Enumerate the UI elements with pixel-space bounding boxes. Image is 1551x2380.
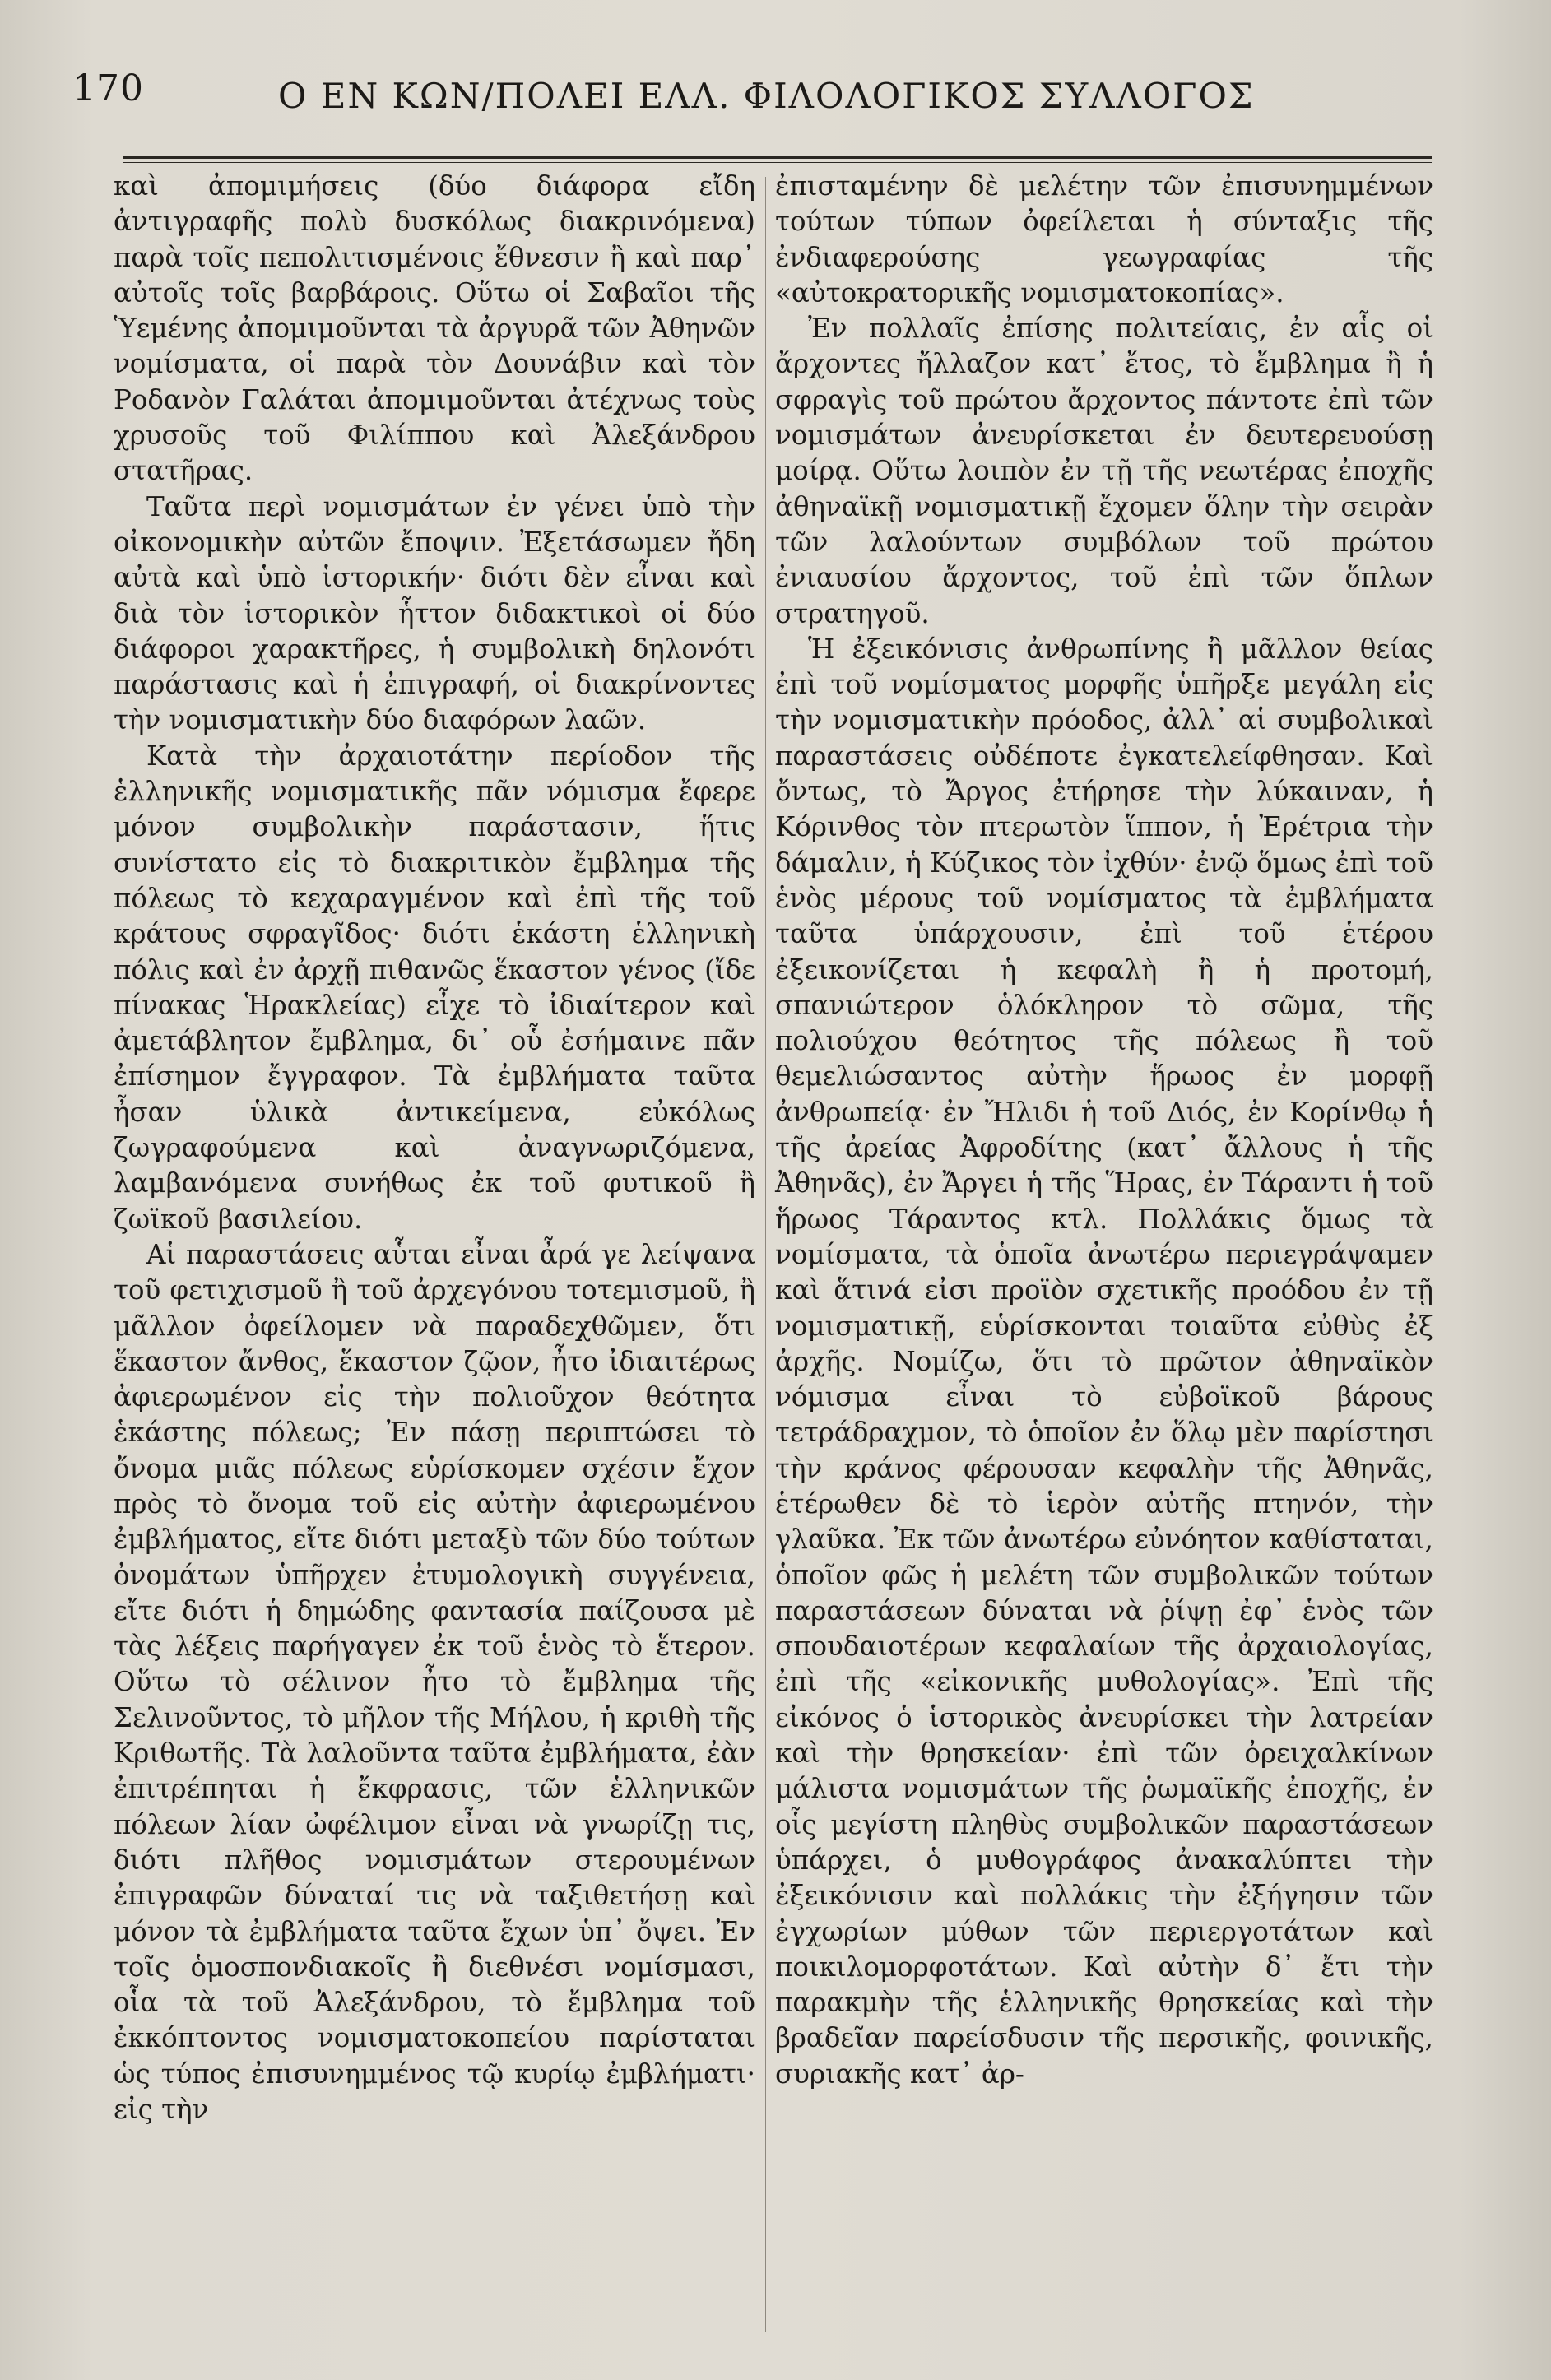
header-rule xyxy=(123,156,1432,159)
left-column xyxy=(114,169,755,2127)
column-divider xyxy=(765,177,766,2332)
paragraph: καὶ ἀπομιμήσεις (δύο διάφορα εἴδη ἀντιγραφῆς πολὺ δυσκόλως διακρινόμενα) παρὰ τοῖς πεπολιτισμένοις ἔθνεσιν ἢ καὶ παρ᾽ αὐτοῖς τοῖς βαρβάροις. Οὕτω οἱ Σαβαῖοι τῆς Ὑεμένης ἀπομιμοῦνται τὰ ἀργυρᾶ τῶν Ἀθηνῶν νομίσματα, οἱ παρὰ τὸν Δουνάβιν καὶ τὸν Ροδανὸν Γαλάται ἀπομιμοῦνται ἀτέχνως τοὺς χρυσοῦς τοῦ Φιλίππου καὶ Ἀλεξάνδρου στατῆρας. xyxy=(114,170,755,487)
running-title: Ο ΕΝ ΚΩΝ/ΠΟΛΕΙ ΕΛΛ. ΦΙΛΟΛΟΓΙΚΟΣ ΣΥΛΛΟΓΟΣ xyxy=(278,76,1255,116)
paragraph: Αἱ παραστάσεις αὗται εἶναι ἆρά γε λείψανα τοῦ φετιχισμοῦ ἢ τοῦ ἀρχεγόνου τοτεμισμοῦ, ἢ μᾶλλον ὀφείλομεν νὰ παραδεχθῶμεν, ὅτι ἕκαστον ἄνθος, ἕκαστον ζῷον, ἦτο ἰδιαιτέρως ἀφιερωμένον εἰς τὴν πολιοῦχον θεότητα ἑκάστης πόλεως; Ἐν πάσῃ περιπτώσει τὸ ὄνομα μιᾶς πόλεως εὑρίσκομεν σχέσιν ἔχον πρὸς τὸ ὄνομα τοῦ εἰς αὐτὴν ἀφιερωμένου ἐμβλήματος, εἴτε διότι μεταξὺ τῶν δύο τούτων ὀνομάτων ὑπῆρχεν ἐτυμολογικὴ συγγένεια, εἴτε διότι ἡ δημώδης φαντασία παίζουσα μὲ τὰς λέξεις παρήγαγεν ἐκ τοῦ ἑνὸς τὸ ἕτερον. Οὕτω τὸ σέλινον ἦτο τὸ ἔμβλημα τῆς Σελινοῦντος, τὸ μῆλον τῆς Μήλου, ἡ κριθὴ τῆς Κριθωτῆς. Τὰ λαλοῦντα ταῦτα ἐμβλήματα, ἐὰν ἐπιτρέπηται ἡ ἔκφρασις, τῶν ἑλληνικῶν πόλεων λίαν ὠφέλιμον εἶναι νὰ γνωρίζῃ τις, διότι πλῆθος νομισμάτων στερουμένων ἐπιγραφῶν δύναταί τις νὰ ταξιθετήσῃ καὶ μόνον τὰ ἐμβλήματα ταῦτα ἔχων ὑπ᾽ ὄψει. Ἐν τοῖς ὁμοσπονδιακοῖς ἢ διεθνέσι νομίσμασι, οἷα τὰ τοῦ Ἀλεξάνδρου, τὸ ἔμβλημα τοῦ ἐκκόπτοντος νομισματοκοπείου παρίσταται ὡς τύπος ἐπισυνημμένος τῷ κυρίῳ ἐμβλήματι· εἰς τὴν xyxy=(114,1238,755,2126)
paragraph: Ταῦτα περὶ νομισμάτων ἐν γένει ὑπὸ τὴν οἰκονομικὴν αὐτῶν ἔποψιν. Ἐξετάσωμεν ἤδη αὐτὰ καὶ ὑπὸ ἱστορικήν· διότι δὲν εἶναι καὶ διὰ τὸν ἱστορικὸν ἧττον διδακτικοὶ οἱ δύο διάφοροι χαρακτῆρες, ἡ συμβολικὴ δηλονότι παράστασις καὶ ἡ ἐπιγραφή, οἱ διακρίνοντες τὴν νομισματικὴν δύο διαφόρων λαῶν. xyxy=(114,490,755,736)
paragraph: Ἡ ἐξεικόνισις ἀνθρωπίνης ἢ μᾶλλον θείας ἐπὶ τοῦ νομίσματος μορφῆς ὑπῆρξε μεγάλη εἰς τὴν νομισματικὴν πρόοδος, ἀλλ᾽ αἱ συμβολικαὶ παραστάσεις οὐδέποτε ἐγκατελείφθησαν. Καὶ ὄντως, τὸ Ἄργος ἐτήρησε τὴν λύκαιναν, ἡ Κόρινθος τὸν πτερωτὸν ἵππον, ἡ Ἐρέτρια τὴν δάμαλιν, ἡ Κύζικος τὸν ἰχθύν· ἐνῷ ὅμως ἐπὶ τοῦ ἑνὸς μέρους τοῦ νομίσματος τὰ ἐμβλήματα ταῦτα ὑπάρχουσιν, ἐπὶ τοῦ ἑτέρου ἐξεικονίζεται ἡ κεφαλὴ ἢ ἡ προτομή, σπανιώτερον ὁλόκληρον τὸ σῶμα, τῆς πολιούχου θεότητος τῆς πόλεως ἢ τοῦ θεμελιώσαντος αὐτὴν ἥρωος ἐν μορφῇ ἀνθρωπείᾳ· ἐν Ἤλιδι ἡ τοῦ Διός, ἐν Κορίνθῳ ἡ τῆς ἀρείας Ἀφροδίτης (κατ᾽ ἄλλους ἡ τῆς Ἀθηνᾶς), ἐν Ἄργει ἡ τῆς Ἥρας, ἐν Τάραντι ἡ τοῦ ἥρωος Τάραντος κτλ. Πολλάκις ὅμως τὰ νομίσματα, τὰ ὁποῖα ἀνωτέρω περιεγράψαμεν καὶ ἅτινά εἰσι προϊὸν σχετικῆς προόδου ἐν τῇ νομισματικῇ, εὑρίσκονται τοιαῦτα εὐθὺς ἐξ ἀρχῆς. Νομίζω, ὅτι τὸ πρῶτον ἀθηναϊκὸν νόμισμα εἶναι τὸ εὐβοϊκοῦ βάρους τετράδραχμον, τὸ ὁποῖον ἐν ὅλῳ μὲν παρίστησι τὴν κράνος φέρουσαν κεφαλὴν τῆς Ἀθηνᾶς, ἑτέρωθεν δὲ τὸ ἱερὸν αὐτῆς πτηνόν, τὴν γλαῦκα. Ἐκ τῶν ἀνωτέρω εὐνόητον καθίσταται, ὁποῖον φῶς ἡ μελέτη τῶν συμβολικῶν τούτων παραστάσεων δύναται νὰ ῥίψῃ ἐφ᾽ ἑνὸς τῶν σπουδαιοτέρων κεφαλαίων τῆς ἀρχαιολογίας, ἐπὶ τῆς «εἰκονικῆς μυθολογίας». Ἐπὶ τῆς εἰκόνος ὁ ἱστορικὸς ἀνευρίσκει τὴν λατρείαν καὶ τὴν θρησκείαν· ἐπὶ τῶν ὀρειχαλκίνων μάλιστα νομισμάτων τῆς ῥωμαϊκῆς ἐποχῆς, ἐν οἷς μεγίστη πληθὺς συμβολικῶν παραστάσεων ὑπάρχει, ὁ μυθογράφος ἀνακαλύπτει τὴν ἐξεικόνισιν καὶ πολλάκις τὴν ἐξήγησιν τῶν ἐγχωρίων μύθων τῶν περιεργοτάτων καὶ ποικιλομορφοτάτων. Καὶ αὐτὴν δ᾽ ἔτι τὴν παρακμὴν τῆς ἑλληνικῆς θρησκείας καὶ τὴν βραδεῖαν παρείσδυσιν τῆς περσικῆς, φοινικῆς, συριακῆς κατ᾽ ἀρ- xyxy=(775,633,1433,2090)
page-header xyxy=(72,67,1438,133)
page-number: 170 xyxy=(72,67,144,109)
header-rule-thin xyxy=(123,162,1432,163)
paragraph: ἐπισταμένην δὲ μελέτην τῶν ἐπισυνημμένων τούτων τύπων ὀφείλεται ἡ σύνταξις τῆς ἐνδιαφερούσης γεωγραφίας τῆς «αὐτοκρατορικῆς νομισματοκοπίας». xyxy=(775,170,1433,309)
right-column xyxy=(775,169,1433,2092)
paragraph: Ἐν πολλαῖς ἐπίσης πολιτείαις, ἐν αἷς οἱ ἄρχοντες ἤλλαζον κατ᾽ ἔτος, τὸ ἔμβλημα ἢ ἡ σφραγὶς τοῦ πρώτου ἄρχοντος πάντοτε ἐπὶ τῶν νομισμάτων ἀνευρίσκεται ἐν δευτερευούσῃ μοίρᾳ. Οὕτω λοιπὸν ἐν τῇ τῆς νεωτέρας ἐποχῆς ἀθηναϊκῇ νομισματικῇ ἔχομεν ὅλην τὴν σειρὰν τῶν λαλούντων συμβόλων τοῦ πρώτου ἐνιαυσίου ἄρχοντος, τοῦ ἐπὶ τῶν ὅπλων στρατηγοῦ. xyxy=(775,313,1433,629)
paragraph: Κατὰ τὴν ἀρχαιοτάτην περίοδον τῆς ἑλληνικῆς νομισματικῆς πᾶν νόμισμα ἔφερε μόνον συμβολικὴν παράστασιν, ἥτις συνίστατο εἰς τὸ διακριτικὸν ἔμβλημα τῆς πόλεως τὸ κεχαραγμένον καὶ ἐπὶ τῆς τοῦ κράτους σφραγῖδος· διότι ἑκάστη ἑλληνικὴ πόλις καὶ ἐν ἀρχῇ πιθανῶς ἕκαστον γένος (ἴδε πίνακας Ἡρακλείας) εἶχε τὸ ἰδιαίτερον καὶ ἀμετάβλητον ἔμβλημα, δι᾽ οὗ ἐσήμαινε πᾶν ἐπίσημον ἔγγραφον. Τὰ ἐμβλήματα ταῦτα ἦσαν ὑλικὰ ἀντικείμενα, εὐκόλως ζωγραφούμενα καὶ ἀναγνωριζόμενα, λαμβανόμενα συνήθως ἐκ τοῦ φυτικοῦ ἢ ζωϊκοῦ βασιλείου. xyxy=(114,740,755,1235)
